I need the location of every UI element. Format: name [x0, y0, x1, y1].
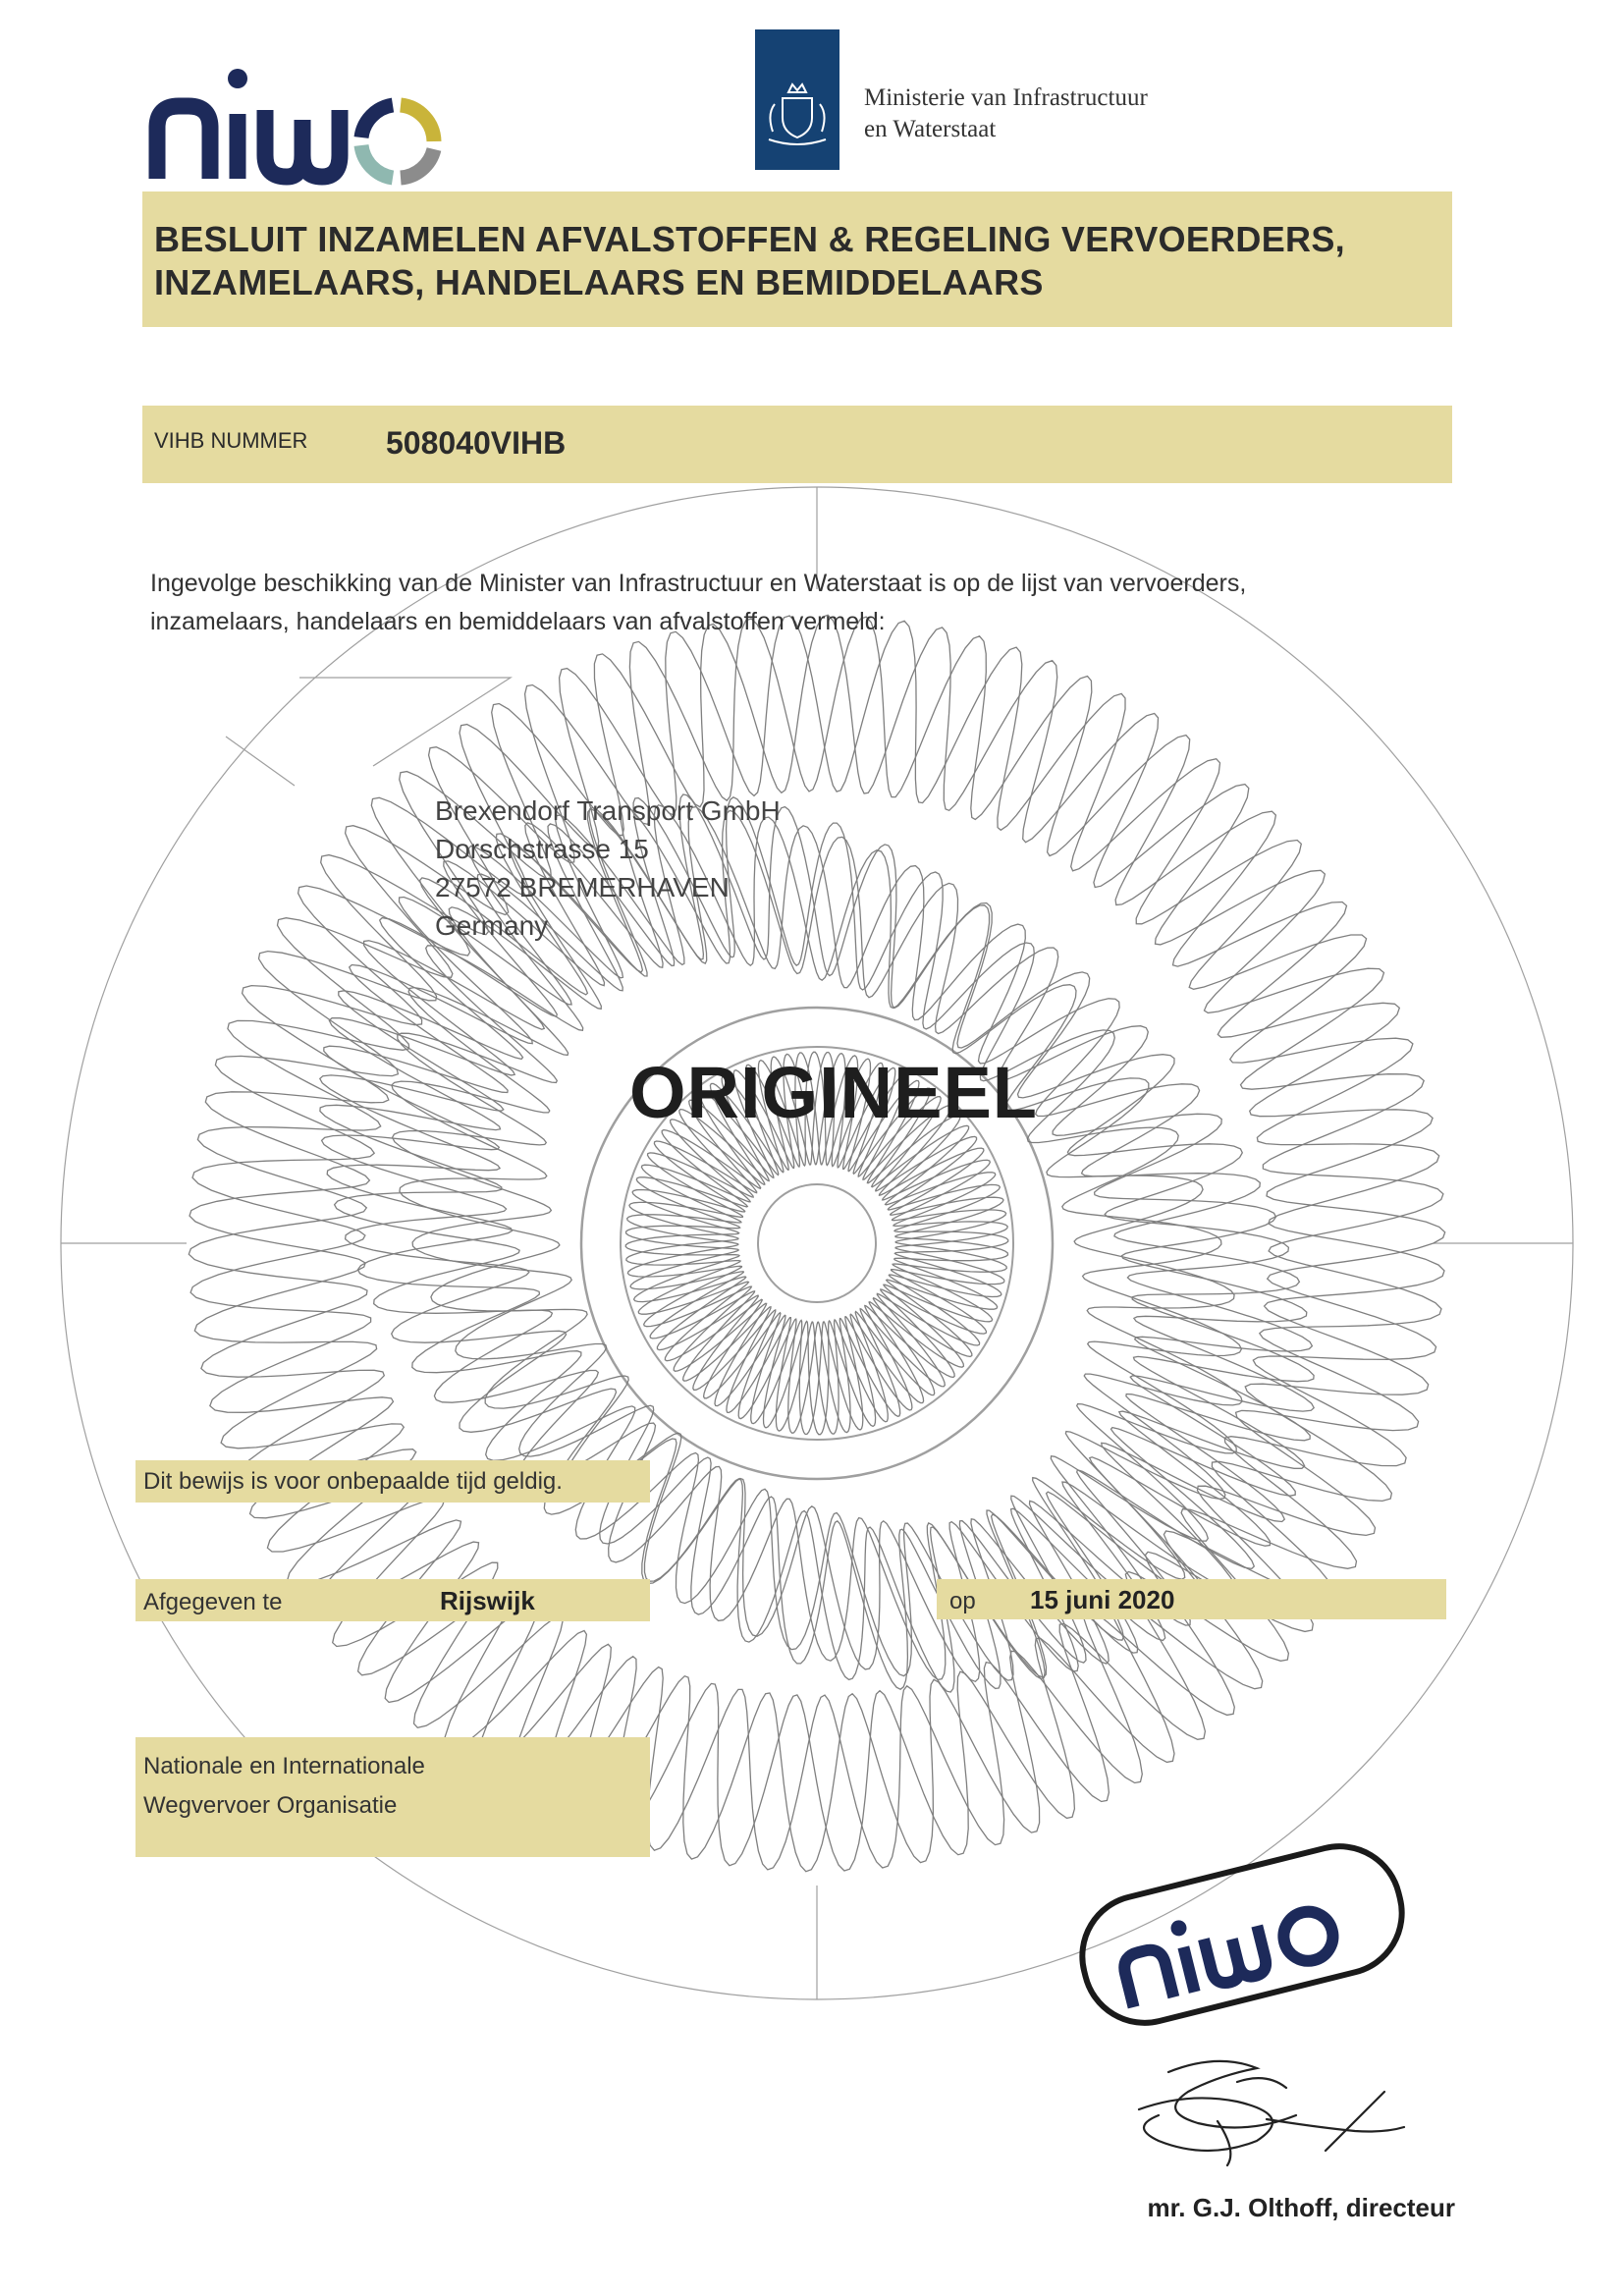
- address-block: [435, 792, 781, 945]
- niwo-stamp: [1060, 1836, 1424, 2033]
- title-band: [142, 191, 1452, 327]
- street: Dorschstrasse 15: [435, 834, 649, 864]
- signature: [1100, 2033, 1414, 2180]
- niwo-logo-mark: [143, 61, 448, 189]
- ministry-emblem: [755, 29, 839, 170]
- date-label: op: [949, 1588, 976, 1614]
- signatory-name: mr. G.J. Olthoff, directeur: [1147, 2193, 1455, 2222]
- organisation-line-1: Nationale en Internationale: [143, 1753, 425, 1779]
- vihb-label: VIHB NUMMER: [154, 428, 308, 453]
- niwo-stamp-mark: [1060, 1836, 1424, 2033]
- issued-date-band: [937, 1579, 1446, 1619]
- coat-of-arms-icon: [755, 29, 839, 170]
- guilloche-line: [189, 616, 1444, 1871]
- intro-text: [150, 565, 1456, 641]
- organisation-line-2: Wegvervoer Organisatie: [143, 1792, 398, 1819]
- company-name: Brexendorf Transport GmbH: [435, 795, 781, 826]
- title-line-2: INZAMELAARS, HANDELAARS EN BEMIDDELAARS: [154, 262, 1044, 302]
- organisation-band: [135, 1737, 650, 1857]
- original-watermark: ORIGINEEL: [628, 1052, 1039, 1133]
- validity-text: Dit bewijs is voor onbepaalde tijd geldig.: [143, 1468, 563, 1495]
- ministry-line-2: en Waterstaat: [864, 116, 997, 142]
- ministry-name: [864, 82, 1148, 145]
- issued-label: Afgegeven te: [143, 1589, 283, 1615]
- intro-line-1: Ingevolge beschikking van de Minister van Infrastructuur en Waterstaat is op de lijst van vervoerders,: [150, 570, 1247, 597]
- city: 27572 BREMERHAVEN: [435, 872, 730, 902]
- guilloche-line: [190, 615, 1443, 1871]
- vihb-band: [142, 406, 1452, 483]
- issued-place: Rijswijk: [440, 1586, 535, 1615]
- intro-line-2: inzamelaars, handelaars en bemiddelaars van afvalstoffen vermeld:: [150, 608, 886, 635]
- validity-band: [135, 1460, 650, 1503]
- niwo-logo: [143, 61, 448, 189]
- guilloche-line: [189, 617, 1444, 1870]
- country: Germany: [435, 910, 549, 941]
- ministry-line-1: Ministerie van Infrastructuur: [864, 84, 1148, 111]
- title-line-1: BESLUIT INZAMELEN AFVALSTOFFEN & REGELING VERVOERDERS,: [154, 219, 1345, 259]
- signature-scribble: [1100, 2033, 1414, 2180]
- issued-date: 15 juni 2020: [1030, 1585, 1175, 1614]
- vihb-number: 508040VIHB: [386, 425, 567, 461]
- issued-place-band: [135, 1579, 650, 1621]
